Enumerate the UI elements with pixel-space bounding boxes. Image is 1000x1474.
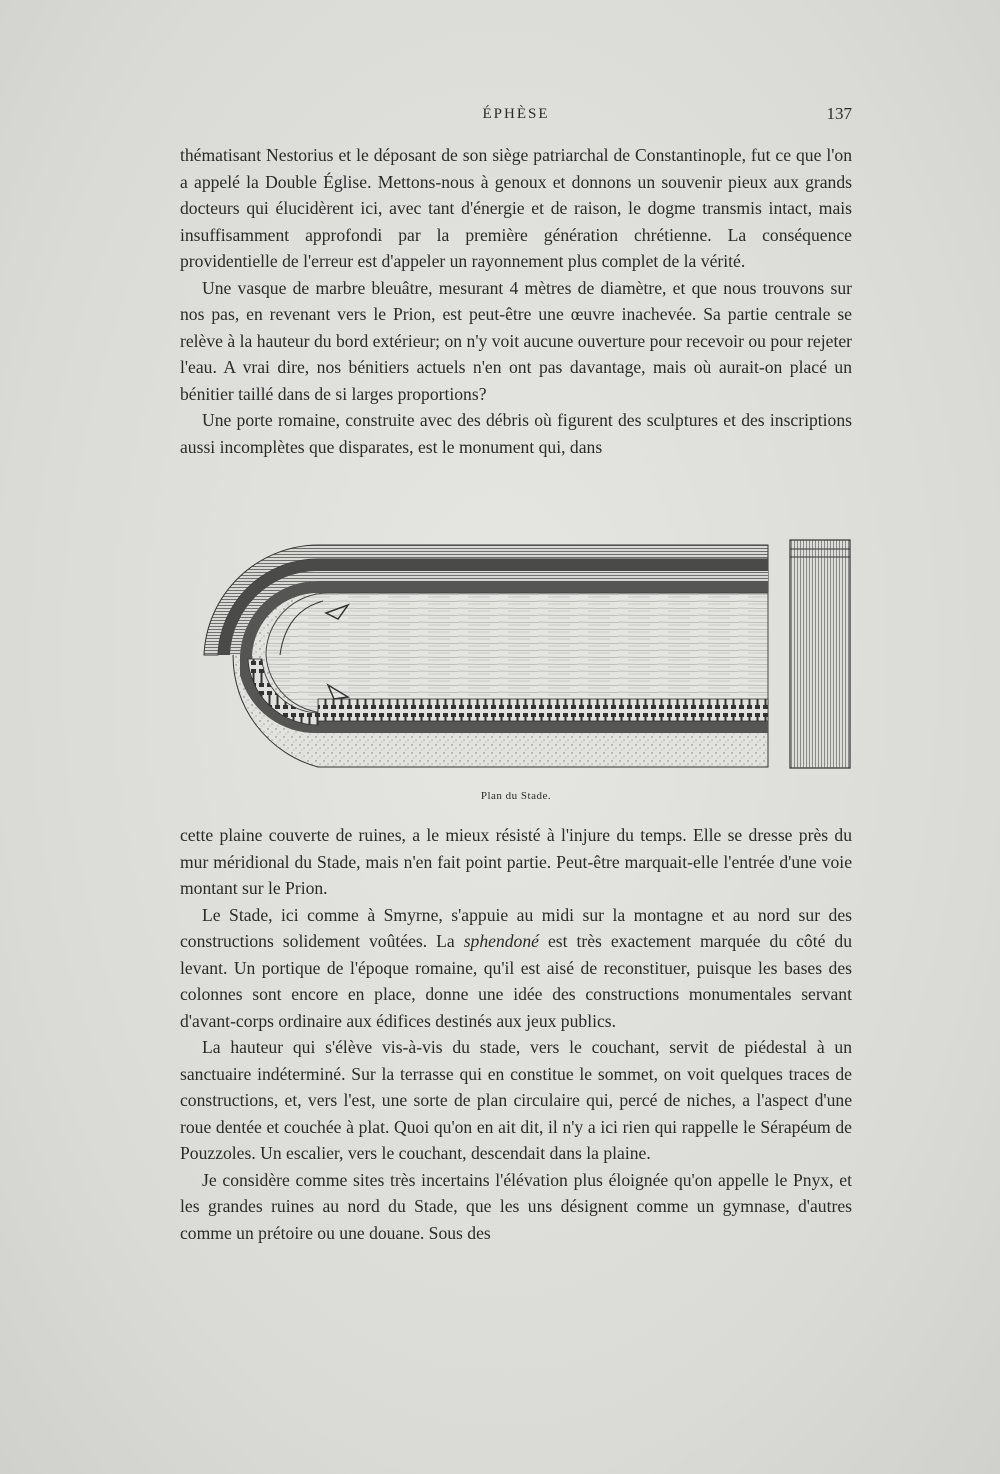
paragraph: cette plaine couverte de ruines, a le mieux résisté à l'injure du temps. Elle se dresse près du mur méridional du Stade, mais n'en fait point partie. Peut-être marquait-elle l'entrée d'une voie montant sur le Prion. — [180, 825, 852, 898]
italic-term: sphendoné — [463, 931, 539, 951]
paragraph — [180, 902, 852, 1035]
paragraph: thématisant Nestorius et le déposant de son siège patriarchal de Constantinople, fut ce que l'on a appelé la Double Église. Mettons-nous à genoux et donnons un souvenir pieux aux grands docteurs qui élucidèrent ici, avec tant d'énergie et de raison, le dogme transmis intact, mais insuffisamment approfondi par la première génération chrétienne. La conséquence providentielle de l'erreur est d'appeler un rayonnement plus complet de la vérité. — [180, 145, 852, 271]
page-number: 137 — [826, 104, 852, 123]
stadium-plan-drawing — [178, 535, 854, 775]
paragraph: Je considère comme sites très incertains l'élévation plus éloignée qu'on appelle le Pnyx, et les grandes ruines au nord du Stade, que les uns désignent comme un gymnase, d'autres comme un prétoire ou une douane. Sous des — [180, 1169, 852, 1243]
text-block-bottom — [180, 822, 852, 1246]
stadium-plan-figure — [178, 535, 854, 775]
paragraph-text: Le Stade, ici comme à Smyrne, s'appuie au midi sur la montagne et au nord sur des constructions solidement voûtées. La — [180, 904, 852, 951]
paragraph: Une vasque de marbre bleuâtre, mesurant 4 mètres de diamètre, et que nous trouvons sur nos pas, en revenant vers le Prion, est peut-être une œuvre inachevée. Sa partie centrale se relève à la hauteur du bord extérieur; on n'y voit aucune ouverture pour recevoir ou pour rejeter l'eau. A vrai dire, nos bénitiers actuels n'en ont pas davantage, mais où aurait-on placé un bénitier taillé dans de si larges proportions? — [180, 277, 852, 404]
paragraph: La hauteur qui s'élève vis-à-vis du stade, vers le couchant, servit de piédestal à un sanctuaire indéterminé. Sur la terrasse qui en constitue le sommet, on voit quelques traces de constructions, et, vers l'est, une sorte de plan circulaire qui, percé de niches, a l'aspect d'une roue dentée et couchée à plat. Quoi qu'on en ait dit, il n'y a ici rien qui rappelle le Sérapéum de Pouzzoles. Un escalier, vers le couchant, descendait dans la plaine. — [180, 1037, 852, 1163]
running-title: ÉPHÈSE — [482, 106, 550, 122]
paragraph: Une porte romaine, construite avec des débris où figurent des sculptures et des inscriptions aussi incomplètes que disparates, est le monument qui, dans — [180, 410, 852, 457]
text-block-top — [180, 142, 852, 460]
paragraph-text: est très exactement marquée du côté du levant. Un portique de l'époque romaine, qu'il est aisé de reconstituer, puisque les bases des colonnes sont encore en place, donne une idée des constructions monumentales servant d'avant-corps ordinaire aux édifices destinés aux jeux publics. — [180, 931, 852, 1031]
page-header — [180, 104, 852, 128]
figure-caption: Plan du Stade. — [480, 790, 552, 802]
